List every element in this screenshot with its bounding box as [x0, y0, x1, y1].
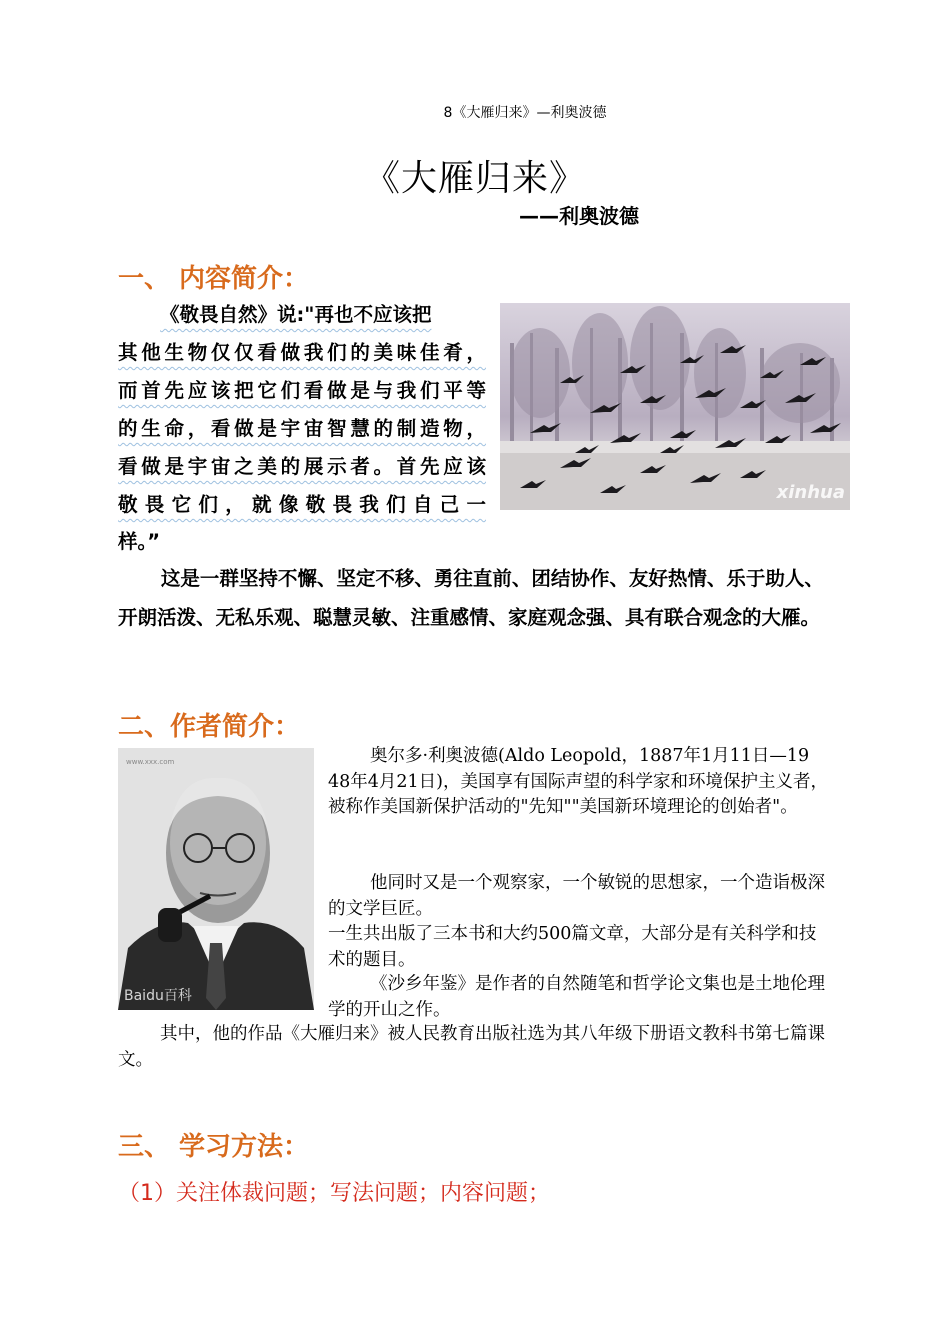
author-bio-paragraph: 他同时又是一个观察家，一个敏锐的思想家，一个造诣极深的文学巨匠。: [328, 873, 825, 919]
geese-traits-paragraph: 这是一群坚持不懈、坚定不移、勇往直前、团结协作、友好热情、乐于助人、开朗活泼、无私乐观、聪慧灵敏、注重感情、家庭观念强、具有联合观念的大雁。: [118, 567, 824, 629]
geese-photo: [500, 303, 850, 510]
author-bio-paragraph: 奥尔多·利奥波德(Aldo Leopold，1887年1月11日—19 48年4月21日)，美国享有国际声望的科学家和环境保护主义者，被称作美国新保护活动的"先知""美国新环境理论的创始者"。: [328, 746, 828, 817]
author-bio-paragraph: 《沙乡年鉴》是作者的自然随笔和哲学论文集也是土地伦理学的开山之作。: [328, 974, 825, 1020]
quote-line: 其他生物仅仅看做我们的美味佳肴，: [118, 341, 486, 364]
section-heading-intro: 一、 内容简介：: [118, 264, 310, 294]
method-item: （1）关注体裁问题；写法问题；内容问题；: [118, 1181, 550, 1206]
quote-line: 《敬畏自然》说:"再也不应该把: [160, 303, 432, 326]
quote-line: 敬畏它们，就像敬畏我们自己一: [118, 493, 486, 516]
document-byline: ——利奥波德: [519, 204, 639, 228]
quote-line: 看做是宇宙之美的展示者。首先应该: [118, 455, 486, 478]
quote-line: 样。”: [118, 530, 161, 553]
section-heading-method: 三、 学习方法：: [118, 1132, 310, 1162]
photo-url-mark: www.xxx.com: [126, 758, 175, 766]
running-head: 8《大雁归来》—利奥波德: [443, 105, 607, 121]
photo-watermark: Baidu百科: [124, 988, 192, 1004]
document-title: 《大雁归来》: [363, 158, 586, 199]
quote-line: 的生命，看做是宇宙智慧的制造物，: [118, 417, 486, 440]
author-portrait-photo: [118, 748, 314, 1010]
photo-watermark: xinhua: [776, 482, 845, 503]
section-heading-author: 二、作者简介：: [118, 712, 301, 742]
quote-line: 而首先应该把它们看做是与我们平等: [118, 379, 486, 402]
author-bio-paragraph: 一生共出版了三本书和大约500篇文章，大部分是有关科学和技术的题目。: [328, 924, 817, 970]
author-bio-paragraph: 其中，他的作品《大雁归来》被人民教育出版社选为其八年级下册语文教科书第七篇课文。: [118, 1024, 825, 1070]
